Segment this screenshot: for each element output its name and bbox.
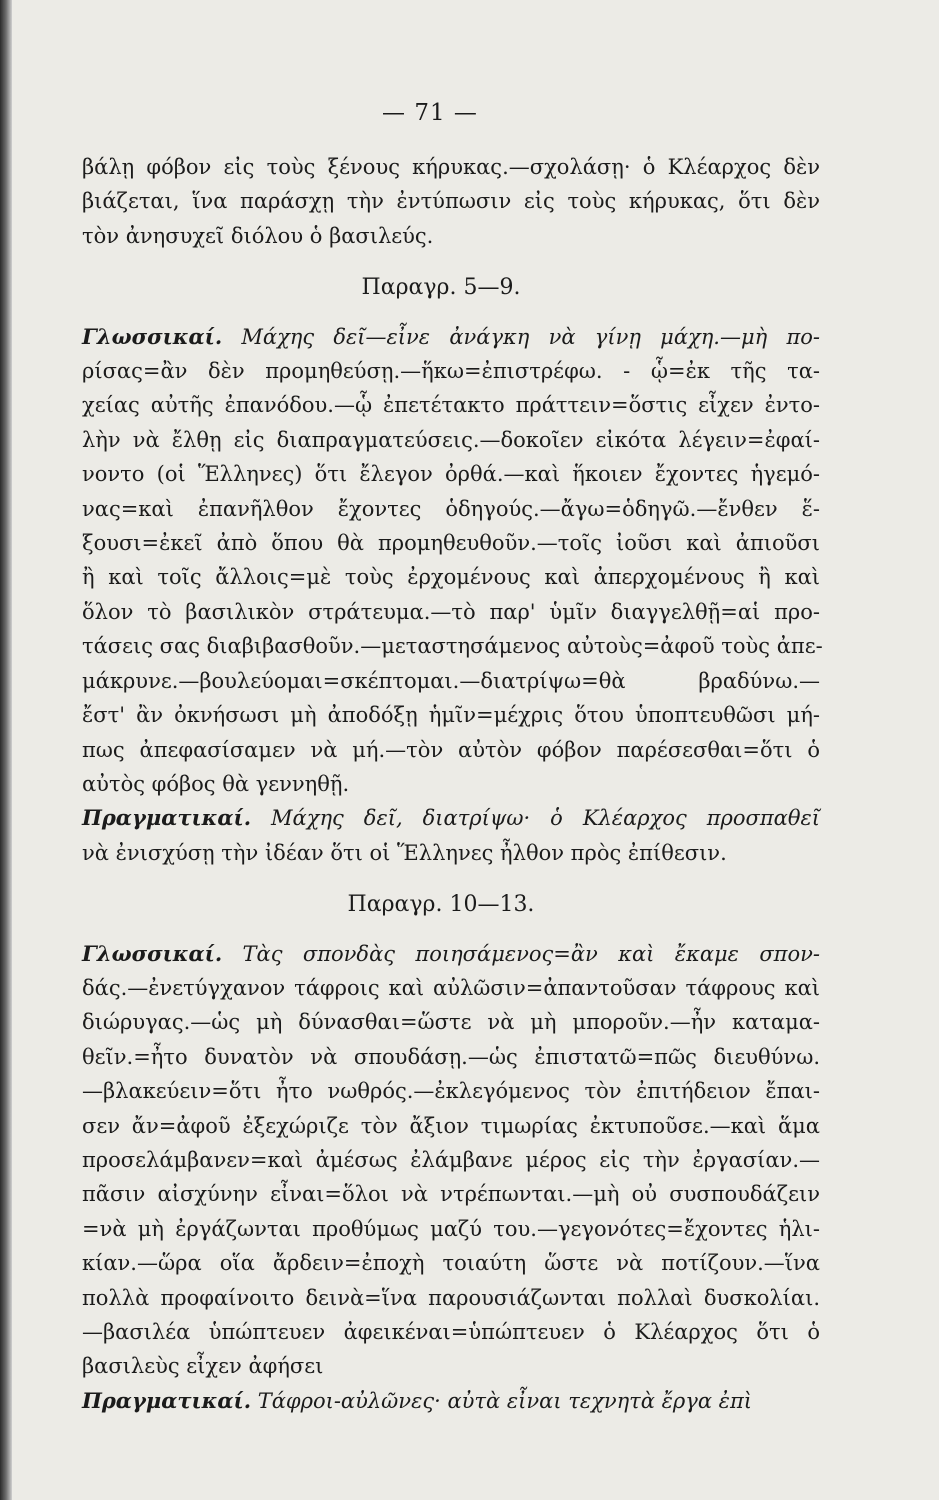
text-line: θεῖν.=ἦτο δυνατὸν νὰ σπουδάσῃ.—ὡς ἐπιστατῶ=πῶς διευθύνω.	[82, 1044, 820, 1069]
text-line: ἔστ' ἂν ὀκνήσωσι μὴ ἀποδόξῃ ἡμῖν=μέχρις ὅτου ὑποπτευθῶσι μή-	[82, 703, 820, 728]
text-line: προσελάμβανεν=καὶ ἀμέσως ἐλάμβανε μέρος εἰς τὴν ἐργασίαν.—	[82, 1147, 820, 1172]
page-number: — 71 —	[382, 100, 478, 126]
text-line: —βασιλέα ὑπώπτευεν ἀφεικέναι=ὑπώπτευεν ὁ Κλέαρχος ὅτι ὁ	[82, 1320, 820, 1344]
text-line: ὅλον τὸ βασιλικὸν στράτευμα.—τὸ παρ' ὑμῖν διαγγελθῇ=αἱ προ-	[82, 599, 820, 624]
section-label: Πραγματικαί.	[82, 805, 252, 831]
section-label: Πραγματικαί.	[82, 1387, 252, 1413]
text-line: ἢ καὶ τοῖς ἄλλοις=μὲ τοὺς ἐρχομένους καὶ ἀπερχομένους ἢ καὶ	[82, 565, 820, 590]
text-line: νοντο (οἱ Ἕλληνες) ὅτι ἔλεγον ὀρθά.—καὶ ἥκοιεν ἔχοντες ἡγεμό-	[82, 462, 820, 487]
text-line: βάλῃ φόβον εἰς τοὺς ξένους κήρυκας.—σχολάσῃ· ὁ Κλέαρχος δὲν	[82, 155, 820, 179]
text-line: βασιλεὺς εἶχεν ἀφήσει	[82, 1354, 324, 1379]
text-line: διώρυγας.—ὡς μὴ δύνασθαι=ὥστε νὰ μὴ μποροῦν.—ἦν καταμα-	[82, 1010, 820, 1035]
text-line: =νὰ μὴ ἐργάζωνται προθύμως μαζύ του.—γεγονότες=ἔχοντες ἡλι-	[82, 1216, 820, 1241]
text-line: τάσεις σας διαβιβασθοῦν.—μεταστησάμενος αὐτοὺς=ἀφοῦ τοὺς ἀπε-	[82, 634, 823, 659]
text-line: Μάχης δεῖ—εἶνε ἀνάγκη νὰ γίνῃ μάχη.—μὴ πο-	[222, 324, 820, 349]
intro-paragraph	[82, 150, 820, 253]
text-line: κίαν.—ὥρα οἵα ἄρδειν=ἐποχὴ τοιαύτη ὥστε νὰ ποτίζουν.—ἵνα	[82, 1251, 820, 1276]
text-line: ρίσας=ἂν δὲν προμηθεύσῃ.—ἥκω=ἐπιστρέφω. - ᾧ=ἐκ τῆς τα-	[82, 359, 820, 384]
text-line: λὴν νὰ ἔλθῃ εἰς διαπραγματεύσεις.—δοκοῖεν εἰκότα λέγειν=ἐφαί-	[82, 427, 820, 452]
text-line: τὸν ἀνησυχεῖ διόλου ὁ βασιλεύς.	[82, 223, 434, 248]
text-line: νας=καὶ ἐπανῆλθον ἔχοντες ὁδηγούς.—ἄγω=ὁδηγῶ.—ἔνθεν ἕ-	[82, 496, 820, 521]
linguistic-notes-1	[82, 320, 823, 802]
text-line: δάς.—ἐνετύγχανον τάφροις καὶ αὐλῶσιν=ἀπαντοῦσαν τάφρους καὶ	[82, 975, 820, 1000]
text-line: Τάφροι-αὐλῶνες· αὐτὰ εἶναι τεχνητὰ ἔργα ἐπὶ	[251, 1388, 752, 1413]
text-line: Τὰς σπονδὰς ποιησάμενος=ἂν καὶ ἔκαμε σπον-	[222, 941, 820, 966]
factual-notes-1	[82, 801, 820, 870]
section-label: Γλωσσικαί.	[82, 323, 223, 349]
text-line: βιάζεται, ἵνα παράσχῃ τὴν ἐντύπωσιν εἰς τοὺς κήρυκας, ὅτι δὲν	[82, 189, 820, 214]
text-line: σεν ἄν=ἀφοῦ ἐξεχώριζε τὸν ἄξιον τιμωρίας ἐκτυποῦσε.—καὶ ἅμα	[82, 1113, 820, 1138]
text-line: αὐτὸς φόβος θὰ γεννηθῇ.	[82, 771, 350, 796]
text-line: νὰ ἐνισχύσῃ τὴν ἰδέαν ὅτι οἱ Ἕλληνες ἦλθον πρὸς ἐπίθεσιν.	[82, 840, 727, 865]
scan-binding-edge	[0, 0, 12, 1500]
text-line: πᾶσιν αἰσχύνην εἶναι=ὅλοι νὰ ντρέπωνται.—μὴ οὐ συσπουδάζειν	[82, 1182, 820, 1207]
text-line: μάκρυνε.—βουλεύομαι=σκέπτομαι.—διατρίψω=θὰ βραδύνω.—	[82, 668, 820, 693]
text-line: πως ἀπεφασίσαμεν νὰ μή.—τὸν αὐτὸν φόβον παρέσεσθαι=ὅτι ὁ	[82, 737, 820, 762]
text-line: χείας αὐτῆς ἐπανόδου.—ᾧ ἐπετέτακτο πράττειν=ὅστις εἶχεν ἐντο-	[82, 393, 820, 418]
text-line: ξουσι=ἐκεῖ ἀπὸ ὅπου θὰ προμηθευθοῦν.—τοῖς ἰοῦσι καὶ ἀπιοῦσι	[82, 531, 820, 556]
factual-notes-2	[82, 1384, 820, 1418]
section-label: Γλωσσικαί.	[82, 940, 223, 966]
page-body	[82, 150, 823, 1418]
text-line: πολλὰ προφαίνοιτο δεινὰ=ἵνα παρουσιάζωνται πολλαὶ δυσκολίαι.	[82, 1285, 820, 1310]
text-line: —βλακεύειν=ὅτι ἦτο νωθρός.—ἐκλεγόμενος τὸν ἐπιτήδειον ἔπαι-	[82, 1079, 820, 1104]
section-heading: Παραγρ. 5—9.	[361, 275, 521, 301]
text-line: Μάχης δεῖ, διατρίψω· ὁ Κλέαρχος προσπαθεῖ	[251, 806, 820, 831]
section-heading: Παραγρ. 10—13.	[347, 892, 535, 918]
linguistic-notes-2	[82, 937, 820, 1384]
